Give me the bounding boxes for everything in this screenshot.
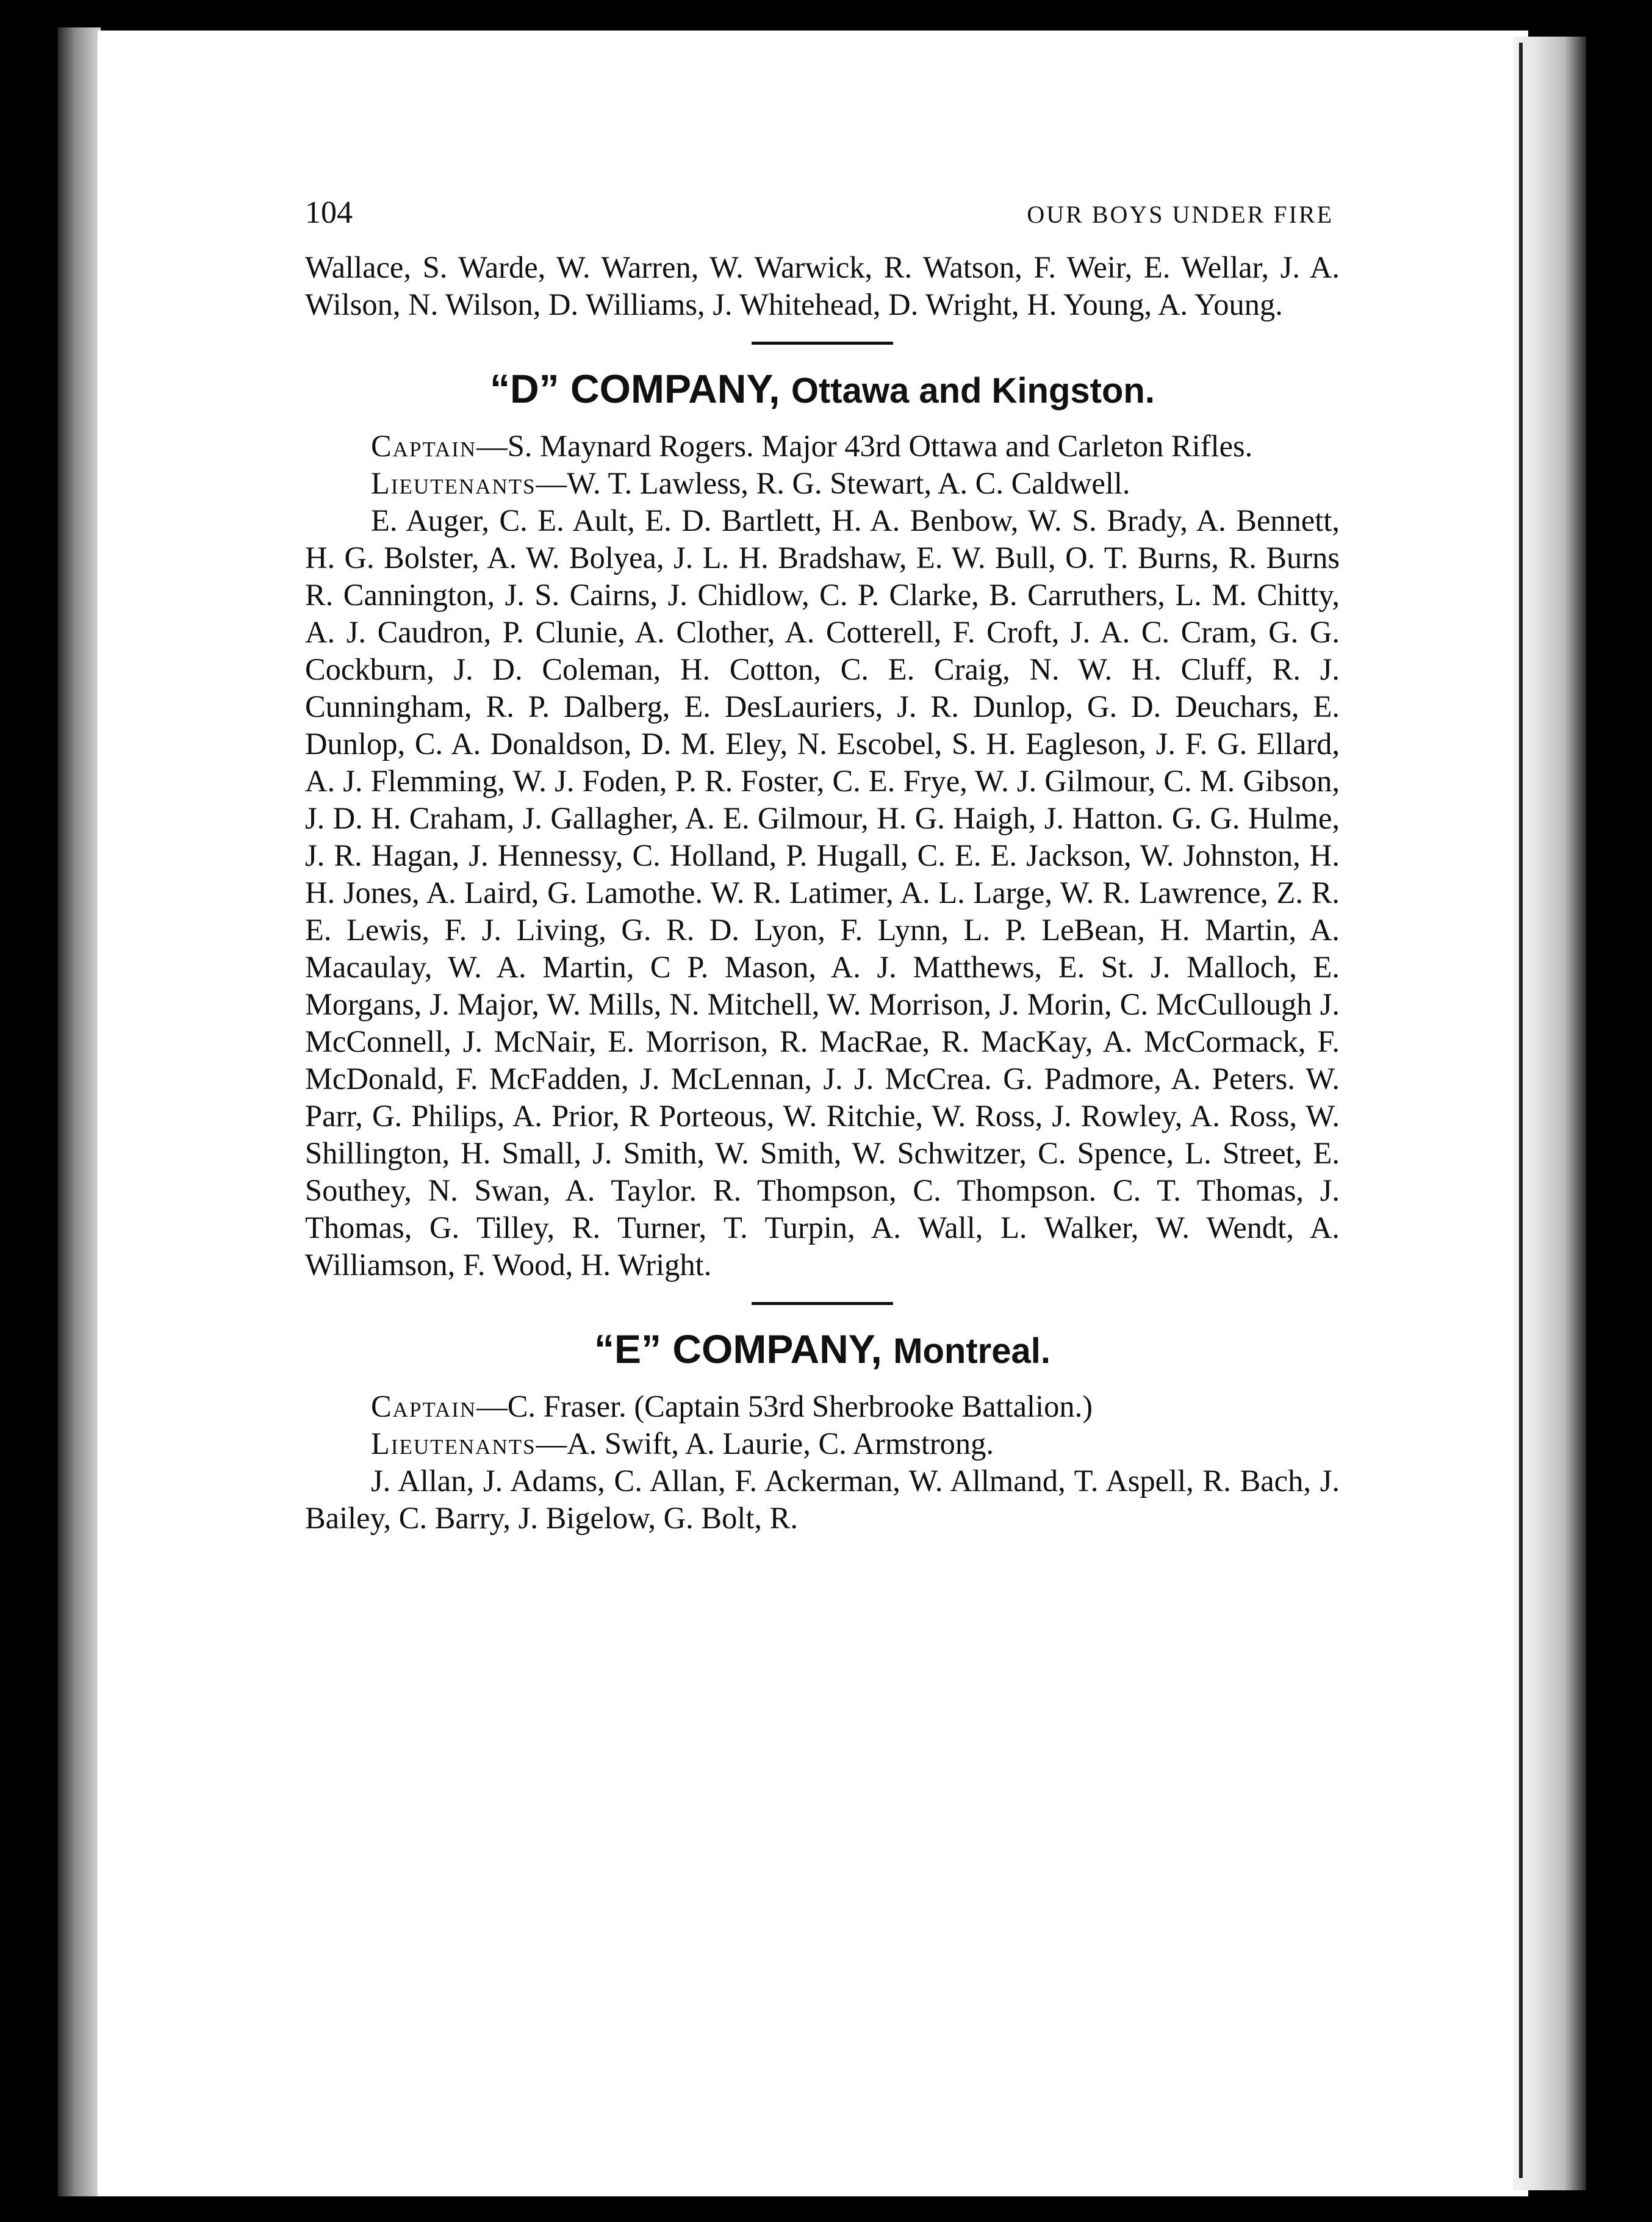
running-head: OUR BOYS UNDER FIRE: [1027, 201, 1334, 228]
captain-text: —C. Fraser. (Captain 53rd Sherbrooke Battalion.): [476, 1389, 1093, 1423]
company-e-lieutenants: [305, 1425, 1340, 1462]
captain-text: —S. Maynard Rogers. Major 43rd Ottawa and Carleton Rifles.: [476, 429, 1253, 463]
company-e-place: Montreal.: [893, 1331, 1050, 1371]
lieutenants-text: —W. T. Lawless, R. G. Stewart, A. C. Caldwell.: [536, 466, 1130, 500]
section-divider: [752, 342, 893, 345]
company-e-members: J. Allan, J. Adams, C. Allan, F. Ackerman, W. Allmand, T. Aspell, R. Bach, J. Bailey, C. Barry, J. Bigelow, G. Bolt, R.: [305, 1464, 1340, 1535]
page-header: [305, 194, 1340, 237]
page-edge-line: [1519, 43, 1523, 2178]
continuation-paragraph: Wallace, S. Warde, W. Warren, W. Warwick, R. Watson, F. Weir, E. Wellar, J. A. Wilson, N. Wilson, D. Williams, J. Whitehead, D. Wright, H. Young, A. Young.: [305, 250, 1340, 322]
lieutenants-text: —A. Swift, A. Laurie, C. Armstrong.: [536, 1426, 994, 1461]
lieutenants-label: Lieutenants: [371, 1426, 536, 1461]
company-d-captain: [305, 428, 1340, 465]
lieutenants-label: Lieutenants: [371, 466, 536, 500]
company-d-place: Ottawa and Kingston.: [791, 371, 1155, 411]
section-divider: [752, 1302, 893, 1305]
page-text: [305, 194, 1340, 1537]
captain-label: Captain: [371, 429, 477, 463]
company-d-lieutenants: [305, 465, 1340, 502]
company-d-members: E. Auger, C. E. Ault, E. D. Bartlett, H. A. Benbow, W. S. Brady, A. Bennett, H. G. Bolster, A. W. Bolyea, J. L. H. Bradshaw, E. W. Bull, O. T. Burns, R. Burns R. Cannington, J. S. Cairns, J. Chidlow, C. P. Clarke, B. Carruthers, L. M. Chitty, A. J. Caudron, P. Clunie, A. Clother, A. Cotterell, F. Croft, J. A. C. Cram, G. G. Cockburn, J. D. Coleman, H. Cotton, C. E. Craig, N. W. H. Cluff, R. J. Cunningham, R. P. Dalberg, E. DesLauriers, J. R. Dunlop, G. D. Deuchars, E. Dunlop, C. A. Donaldson, D. M. Eley, N. Escobel, S. H. Eagleson, J. F. G. Ellard, A. J. Flemming, W. J. Foden, P. R. Foster, C. E. Frye, W. J. Gilmour, C. M. Gibson, J. D. H. Craham, J. Gallagher, A. E. Gilmour, H. G. Haigh, J. Hatton. G. G. Hulme, J. R. Hagan, J. Hennessy, C. Holland, P. Hugall, C. E. E. Jackson, W. Johnston, H. H. Jones, A. Laird, G. Lamothe. W. R. Latimer, A. L. Large, W. R. Lawrence, Z. R. E. Lewis, F. J. Living, G. R. D. Lyon, F. Lynn, L. P. LeBean, H. Martin, A. Macaulay, W. A. Martin, C P. Mason, A. J. Matthews, E. St. J. Malloch, E. Morgans, J. Major, W. Mills, N. Mitchell, W. Morrison, J. Morin, C. McCullough J. McConnell, J. McNair, E. Morrison, R. MacRae, R. MacKay, A. McCormack, F. McDonald, F. McFadden, J. McLennan, J. J. McCrea. G. Padmore, A. Peters. W. Parr, G. Philips, A. Prior, R Porteous, W. Ritchie, W. Ross, J. Rowley, A. Ross, W. Shillington, H. Small, J. Smith, W. Smith, W. Schwitzer, C. Spence, L. Street, E. Southey, N. Swan, A. Taylor. R. Thompson, C. Thompson. C. T. Thomas, J. Thomas, G. Tilley, R. Turner, T. Turpin, A. Wall, L. Walker, W. Wendt, A. Williamson, F. Wood, H. Wright.: [305, 503, 1340, 1282]
company-d-heading: [305, 363, 1340, 417]
company-e-heading: [305, 1323, 1340, 1377]
company-d-title: “D” COMPANY,: [490, 366, 780, 411]
facing-page-edge: [1513, 37, 1586, 2190]
book-gutter-shadow: [58, 27, 101, 2196]
company-e-title: “E” COMPANY,: [594, 1326, 882, 1372]
captain-label: Captain: [371, 1389, 477, 1423]
page-number: 104: [305, 195, 353, 230]
company-e-captain: [305, 1388, 1340, 1425]
